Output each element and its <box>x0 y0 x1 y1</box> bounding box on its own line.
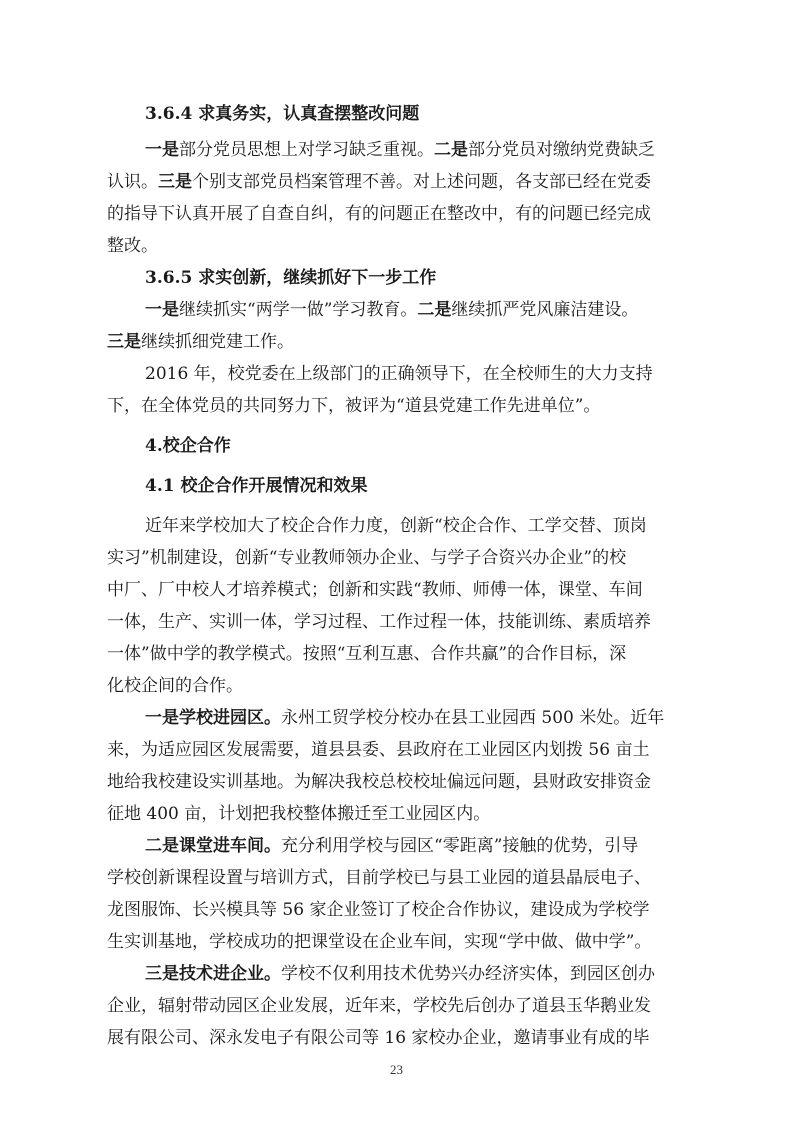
emphasis-text: 二是 <box>417 300 452 320</box>
text-line <box>107 172 651 192</box>
text-line <box>107 332 294 352</box>
text-line: 的指导下认真开展了自查自纠，有的问题正在整改中，有的问题已经完成 <box>107 204 651 224</box>
text-line: 下，在全体党员的共同努力下，被评为“道县党建工作先进单位”。 <box>107 396 601 416</box>
body-text: 部分党员对缴纳党费缺乏 <box>468 140 655 160</box>
text-line: 整改。 <box>107 236 158 256</box>
text-line: 2016 年，校党委在上级部门的正确领导下，在全校师生的大力支持 <box>145 364 653 384</box>
body-text: 认识。 <box>107 172 158 192</box>
emphasis-text: 一是学校进园区。 <box>145 708 281 728</box>
section-heading-3-6-5: 3.6.5 求实创新，继续抓好下一步工作 <box>145 268 437 288</box>
emphasis-text: 二是课堂进车间。 <box>145 836 281 856</box>
text-line: 企业，辐射带动园区企业发展，近年来，学校先后创办了道县玉华鹅业发 <box>107 996 651 1016</box>
page-number: 23 <box>390 1062 403 1077</box>
text-line: 近年来学校加大了校企合作力度，创新“校企合作、工学交替、顶岗 <box>145 516 647 536</box>
text-line <box>145 300 638 320</box>
emphasis-text: 二是 <box>434 140 468 160</box>
text-line <box>145 708 664 728</box>
text-line <box>145 836 638 856</box>
text-line: 一体”做中学的教学模式。按照“互利互惠、合作共赢”的合作目标，深 <box>107 644 627 664</box>
body-text: 继续抓严党风廉洁建设。 <box>451 300 639 320</box>
emphasis-text: 一是 <box>145 300 179 320</box>
text-line: 化校企间的合作。 <box>107 676 243 696</box>
text-line: 展有限公司、深永发电子有限公司等 16 家校办企业，邀请事业有成的毕 <box>107 1028 650 1048</box>
text-line <box>145 140 655 160</box>
emphasis-text: 三是 <box>107 332 141 352</box>
text-line: 来，为适应园区发展需要，道县县委、县政府在工业园区内划拨 56 亩土 <box>107 740 650 760</box>
body-text: 充分利用学校与园区“零距离”接触的优势，引导 <box>281 836 639 856</box>
text-line: 地给我校建设实训基地。为解决我校总校校址偏远问题，县财政安排资金 <box>107 772 651 792</box>
body-text: 学校不仅利用技术优势兴办经济实体，到园区创办 <box>281 964 655 984</box>
body-text: 继续抓实“两学一做”学习教育。 <box>179 300 418 320</box>
text-line <box>145 964 655 984</box>
text-line: 生实训基地，学校成功的把课堂设在企业车间，实现“学中做、做中学”。 <box>107 932 652 952</box>
section-heading-3-6-4: 3.6.4 求真务实，认真查摆整改问题 <box>145 104 420 124</box>
section-heading-4: 4.校企合作 <box>145 436 231 456</box>
text-line: 中厂、厂中校人才培养模式；创新和实践“教师、师傅一体，课堂、车间 <box>107 580 643 600</box>
emphasis-text: 一是 <box>145 140 179 160</box>
text-line: 龙图服饰、长兴模具等 56 家企业签订了校企合作协议，建设成为学校学 <box>107 900 650 920</box>
text-line: 一体，生产、实训一体，学习过程、工作过程一体，技能训练、素质培养 <box>107 612 651 632</box>
emphasis-text: 三是技术进企业。 <box>145 964 281 984</box>
text-line: 征地 400 亩，计划把我校整体搬迁至工业园区内。 <box>107 804 491 824</box>
body-text: 个别支部党员档案管理不善。对上述问题，各支部已经在党委 <box>192 172 651 192</box>
text-line: 实习”机制建设，创新“专业教师领办企业、与学子合资兴办企业”的校 <box>107 548 627 568</box>
text-line: 学校创新课程设置与培训方式，目前学校已与县工业园的道县晶辰电子、 <box>107 868 651 888</box>
section-heading-4-1: 4.1 校企合作开展情况和效果 <box>145 476 368 496</box>
emphasis-text: 三是 <box>158 172 192 192</box>
body-text: 部分党员思想上对学习缺乏重视。 <box>179 140 434 160</box>
body-text: 继续抓细党建工作。 <box>141 332 294 352</box>
body-text: 永州工贸学校分校办在县工业园西 500 米处。近年 <box>281 708 665 728</box>
